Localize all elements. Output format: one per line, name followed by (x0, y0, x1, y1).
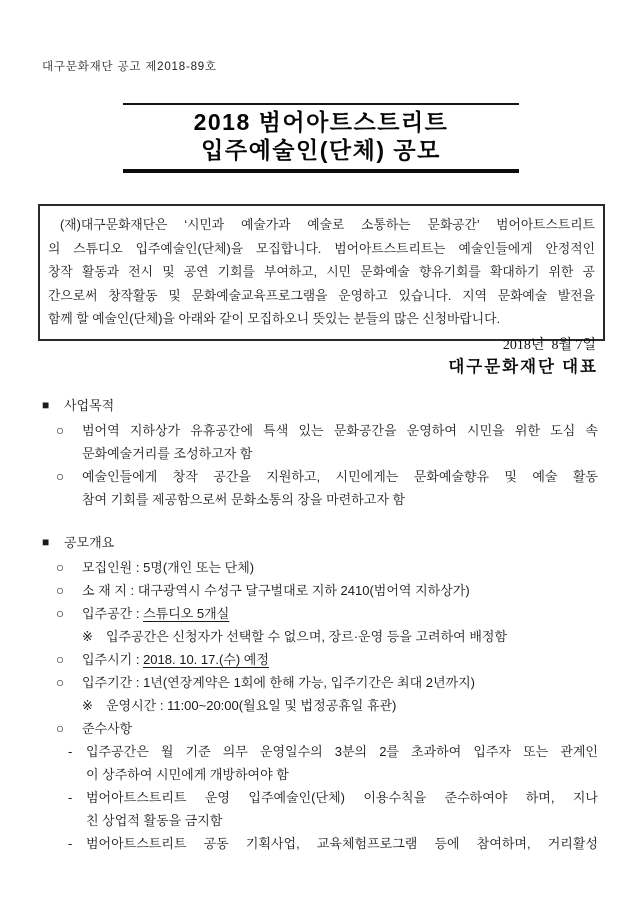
body-line (56, 579, 598, 602)
title-block (123, 103, 519, 173)
line-text-main: 입주공간 : (82, 606, 144, 621)
line-marker: - (68, 836, 73, 851)
notice-number: 대구문화재단 공고 제2018-89호 (42, 61, 217, 73)
line-text (82, 717, 598, 740)
body-line (42, 531, 598, 554)
intro-box (38, 204, 605, 341)
line-marker: ○ (56, 675, 65, 690)
line-text-main: 공모개요 (64, 535, 115, 550)
line-text-main: 입주공간은 신청자가 선택할 수 없으며, 장르·운영 등을 고려하여 배정함 (106, 629, 508, 644)
body-line (86, 763, 598, 786)
body-line (56, 556, 598, 579)
line-text-main: 이 상주하여 시민에게 개방하여야 함 (86, 767, 289, 782)
line-text (86, 786, 598, 809)
line-text (82, 442, 598, 465)
body-line (56, 648, 598, 671)
line-marker: - (68, 790, 73, 805)
line-text (106, 694, 598, 717)
line-text-main: 모집인원 : 5명(개인 또는 단체) (82, 560, 255, 575)
body-line (56, 717, 598, 740)
line-text-main: 친 상업적 활동을 금지함 (86, 813, 223, 828)
line-text (82, 488, 598, 511)
line-text-main: 예술인들에게 창작 공간을 지원하고, 시민에게는 문화예술향유 및 예술 활동 (82, 469, 598, 484)
line-text-main: 사업목적 (64, 398, 115, 413)
intro-line-text: (재)대구문화재단은 ‘시민과 예술가과 예술로 소통하는 문화공간’ 범어아트스트리트 (60, 217, 595, 232)
underlined-value: 스튜디오 5개실 (143, 606, 230, 621)
document-body (0, 374, 640, 855)
line-text (86, 809, 598, 832)
document-title-line1: 2018 범어아트스트리트 (193, 109, 449, 135)
line-marker: ○ (56, 423, 65, 438)
line-text-main: 소 재 지 : 대구광역시 수성구 달구벌대로 지하 2410(범어역 지하상가) (82, 583, 470, 598)
line-text (86, 763, 598, 786)
line-marker: ○ (56, 469, 65, 484)
line-marker: ※ (82, 698, 93, 713)
issuer-name: 대구문화재단 대표 (448, 357, 598, 376)
line-text (86, 832, 598, 855)
line-text-main: 범어역 지하상가 유휴공간에 특색 있는 문화공간을 운영하여 시민을 위한 도심 속 (82, 423, 598, 438)
body-line (42, 394, 598, 417)
line-text-main: 입주기간 : 1년(연장계약은 1회에 한해 가능, 입주기간은 최대 2년까지) (82, 675, 475, 690)
line-marker: ○ (56, 606, 65, 621)
line-text (82, 419, 598, 442)
line-text-main: 참여 기회를 제공함으로써 문화소통의 장을 마련하고자 함 (82, 492, 406, 507)
line-text (82, 602, 598, 625)
body-line (68, 740, 598, 763)
line-text-main: 입주공간은 월 기준 의무 운영일수의 3분의 2를 초과하여 입주자 또는 관계인 (86, 744, 598, 759)
line-text-main: 운영시간 : 11:00~20:00(월요일 및 법정공휴일 휴관) (106, 698, 397, 713)
line-marker: ○ (56, 721, 65, 736)
intro-line (48, 213, 595, 237)
line-marker: - (68, 744, 73, 759)
intro-line (48, 307, 595, 331)
line-text-main: 문화예술거리를 조성하고자 함 (82, 446, 253, 461)
line-text-main: 준수사항 (82, 721, 133, 736)
line-text (106, 625, 598, 648)
line-marker: ○ (56, 652, 65, 667)
line-text (64, 531, 598, 554)
underlined-value: 2018. 10. 17.(수) 예정 (143, 652, 269, 667)
body-line (82, 488, 598, 511)
body-line (82, 442, 598, 465)
body-line (68, 832, 598, 855)
line-marker: ■ (42, 535, 50, 549)
line-text-main: 범어아트스트리트 공동 기획사업, 교육체험프로그램 등에 참여하며, 거리활성 (86, 836, 598, 851)
intro-line-text: 간으로써 창작활동 및 문화예술교육프로그램을 운영하고 있습니다. 지역 문화예술 발전을 (48, 287, 595, 303)
line-marker: ■ (42, 398, 50, 412)
body-line (82, 625, 598, 648)
line-marker: ○ (56, 583, 65, 598)
body-line (68, 786, 598, 809)
body-line (56, 602, 598, 625)
body-line (56, 671, 598, 694)
intro-line-text: 창작 활동과 전시 및 공연 기회를 부여하고, 시민 문화예술 향유기회를 확대하기 위한 공 (48, 264, 595, 279)
body-line (56, 465, 598, 488)
line-text (82, 465, 598, 488)
intro-line (48, 260, 595, 284)
line-marker: ※ (82, 629, 93, 644)
line-text-main: 범어아트스트리트 운영 입주예술인(단체) 이용수칙을 준수하여야 하며, 지나 (86, 790, 598, 805)
line-text (64, 394, 598, 417)
line-text (82, 648, 598, 671)
body-line (82, 694, 598, 717)
line-text (82, 579, 598, 602)
document-title-line2: 입주예술인(단체) 공모 (201, 137, 441, 163)
line-text (86, 740, 598, 763)
line-text-main: 입주시기 : (82, 652, 144, 667)
line-text (82, 556, 598, 579)
intro-line-text: 의 스튜디오 입주예술인(단체)을 모집합니다. 범어아트스트리트는 예술인들에게 안정적인 (48, 240, 595, 256)
intro-line (48, 237, 595, 261)
line-text (82, 671, 598, 694)
announcement-date: 2018년 8월 7일 (502, 338, 596, 353)
line-marker: ○ (56, 560, 65, 575)
intro-line-text: 함께 할 예술인(단체)을 아래와 같이 모집하오니 뜻있는 분들의 많은 신청바랍니다. (48, 311, 501, 326)
intro-line (48, 284, 595, 308)
body-line (86, 809, 598, 832)
body-line (56, 419, 598, 442)
